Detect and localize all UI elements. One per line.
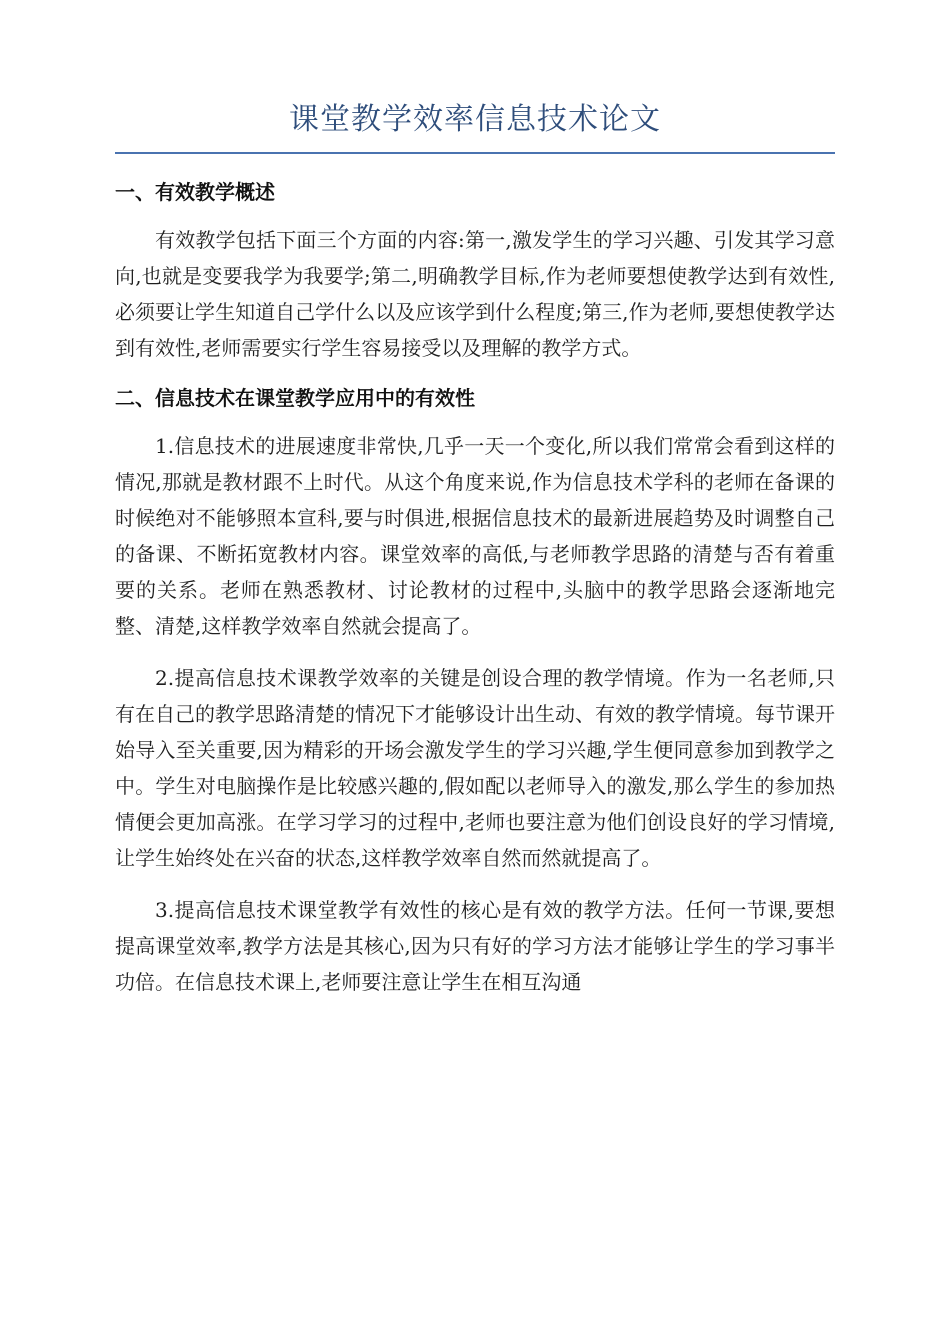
document-page: [115, 100, 835, 1016]
paragraph: 有效教学包括下面三个方面的内容:第一,激发学生的学习兴趣、引发其学习意向,也就是变要我学为我要学;第二,明确教学目标,作为老师要想使教学达到有效性,必须要让学生知道自己学什么以及应该学到什么程度;第三,作为老师,要想使教学达到有效性,老师需要实行学生容易接受以及理解的教学方式。: [115, 228, 835, 360]
section-effectiveness: [115, 382, 835, 1000]
title-underline: [115, 152, 835, 154]
section-heading: 一、有效教学概述: [115, 180, 275, 204]
document-title: 课堂教学效率信息技术论文: [289, 102, 661, 137]
paragraph: 1.信息技术的进展速度非常快,几乎一天一个变化,所以我们常常会看到这样的情况,那就是教材跟不上时代。从这个角度来说,作为信息技术学科的老师在备课的时候绝对不能够照本宣科,要与时俱进,根据信息技术的最新进展趋势及时调整自己的备课、不断拓宽教材内容。课堂效率的高低,与老师教学思路的清楚与否有着重要的关系。老师在熟悉教材、讨论教材的过程中,头脑中的教学思路会逐渐地完整、清楚,这样教学效率自然就会提高了。: [115, 434, 835, 638]
paragraph: 2.提高信息技术课教学效率的关键是创设合理的教学情境。作为一名老师,只有在自己的教学思路清楚的情况下才能够设计出生动、有效的教学情境。每节课开始导入至关重要,因为精彩的开场会激发学生的学习兴趣,学生便同意参加到教学之中。学生对电脑操作是比较感兴趣的,假如配以老师导入的激发,那么学生的参加热情便会更加高涨。在学习学习的过程中,老师也要注意为他们创设良好的学习情境,让学生始终处在兴奋的状态,这样教学效率自然而然就提高了。: [115, 666, 835, 870]
section-overview: [115, 176, 835, 366]
paragraph: 3.提高信息技术课堂教学有效性的核心是有效的教学方法。任何一节课,要想提高课堂效率,教学方法是其核心,因为只有好的学习方法才能够让学生的学习事半功倍。在信息技术课上,老师要注意让学生在相互沟通: [115, 898, 835, 994]
section-heading: 二、信息技术在课堂教学应用中的有效性: [115, 386, 475, 410]
